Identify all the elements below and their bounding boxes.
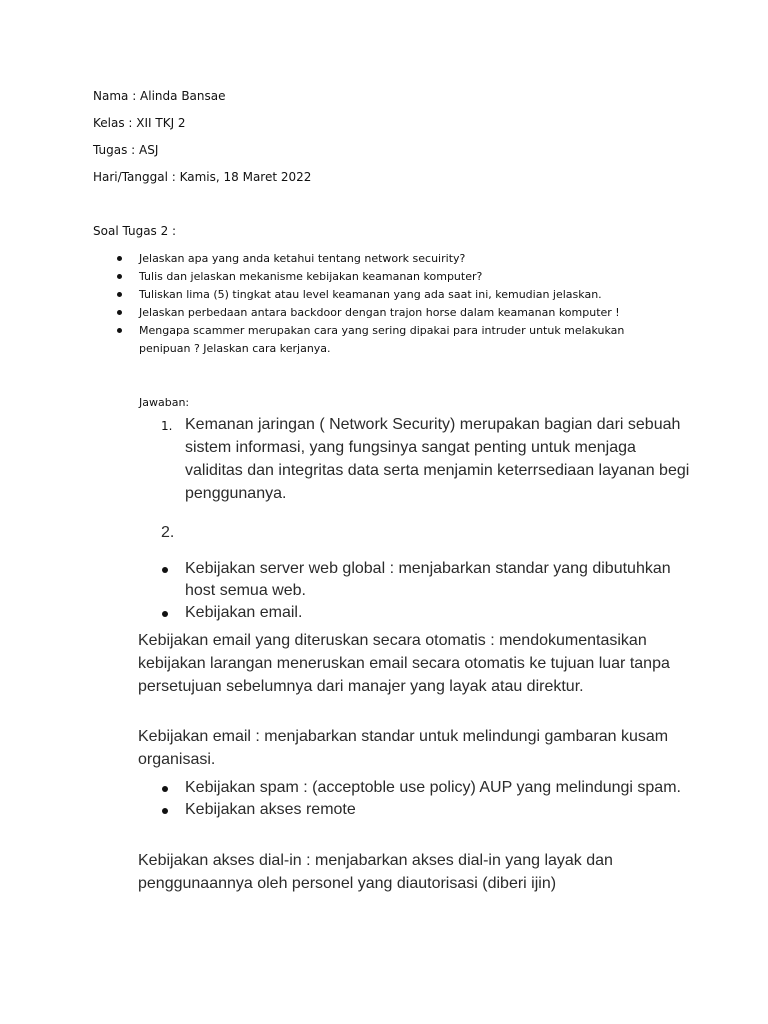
dialin-policy-text: Kebijakan akses dial-in : menjabarkan akses dial-in yang layak dan penggunaannya oleh personel yang diautorisasi (diberi ijin)	[138, 852, 613, 892]
list-item: Kebijakan spam : (acceptoble use policy) AUP yang melindungi spam.	[161, 777, 691, 799]
bullet-icon	[117, 256, 122, 261]
bullet-icon	[117, 328, 122, 333]
question-item: Jelaskan perbedaan antara backdoor dengan trajon horse dalam keamanan komputer !	[117, 304, 677, 322]
bullet-icon	[162, 567, 168, 573]
policy-list-b	[161, 777, 691, 821]
question-item: Mengapa scammer merupakan cara yang sering dipakai para intruder untuk melakukan penipuan ? Jelaskan cara kerjanya.	[117, 322, 677, 358]
bullet-icon	[117, 274, 122, 279]
question-item: Tuliskan lima (5) tingkat atau level keamanan yang ada saat ini, kemudian jelaskan.	[117, 286, 677, 304]
policy-list-a	[161, 558, 691, 624]
bullet-icon	[162, 611, 168, 617]
assignment-date: Hari/Tanggal : Kamis, 18 Maret 2022	[93, 170, 312, 184]
assignment-subject: Tugas : ASJ	[93, 143, 159, 157]
student-class: Kelas : XII TKJ 2	[93, 116, 186, 130]
answer-2-number: 2.	[161, 524, 175, 541]
bullet-icon	[162, 786, 168, 792]
question-item: Jelaskan apa yang anda ketahui tentang network secuirity?	[117, 250, 677, 268]
answer-1-text: Kemanan jaringan ( Network Security) merupakan bagian dari sebuah sistem informasi, yang fungsinya sangat penting untuk menjaga validitas dan integritas data serta menjamin keterrsediaan layanan begi penggunanya.	[185, 416, 690, 502]
question-item: Tulis dan jelaskan mekanisme kebijakan keamanan komputer?	[117, 268, 677, 286]
answers-label: Jawaban:	[139, 396, 190, 409]
bullet-icon	[117, 292, 122, 297]
list-item: Kebijakan email.	[161, 602, 691, 624]
list-item: Kebijakan akses remote	[161, 799, 691, 821]
email-policy-text: Kebijakan email : menjabarkan standar untuk melindungi gambaran kusam organisasi.	[138, 728, 669, 768]
bullet-icon	[162, 808, 168, 814]
questions-list	[117, 250, 677, 358]
answer-1-number: 1.	[161, 419, 173, 433]
answer-1	[161, 413, 691, 505]
questions-title: Soal Tugas 2 :	[93, 224, 177, 238]
bullet-icon	[117, 310, 122, 315]
list-item: Kebijakan server web global : menjabarkan standar yang dibutuhkan host semua web.	[161, 558, 691, 602]
student-name: Nama : Alinda Bansae	[93, 89, 226, 103]
email-forward-policy-text: Kebijakan email yang diteruskan secara otomatis : mendokumentasikan kebijakan larangan meneruskan email secara otomatis ke tujuan luar tanpa persetujuan sebelumnya dari manajer yang layak atau direktur.	[138, 632, 670, 695]
